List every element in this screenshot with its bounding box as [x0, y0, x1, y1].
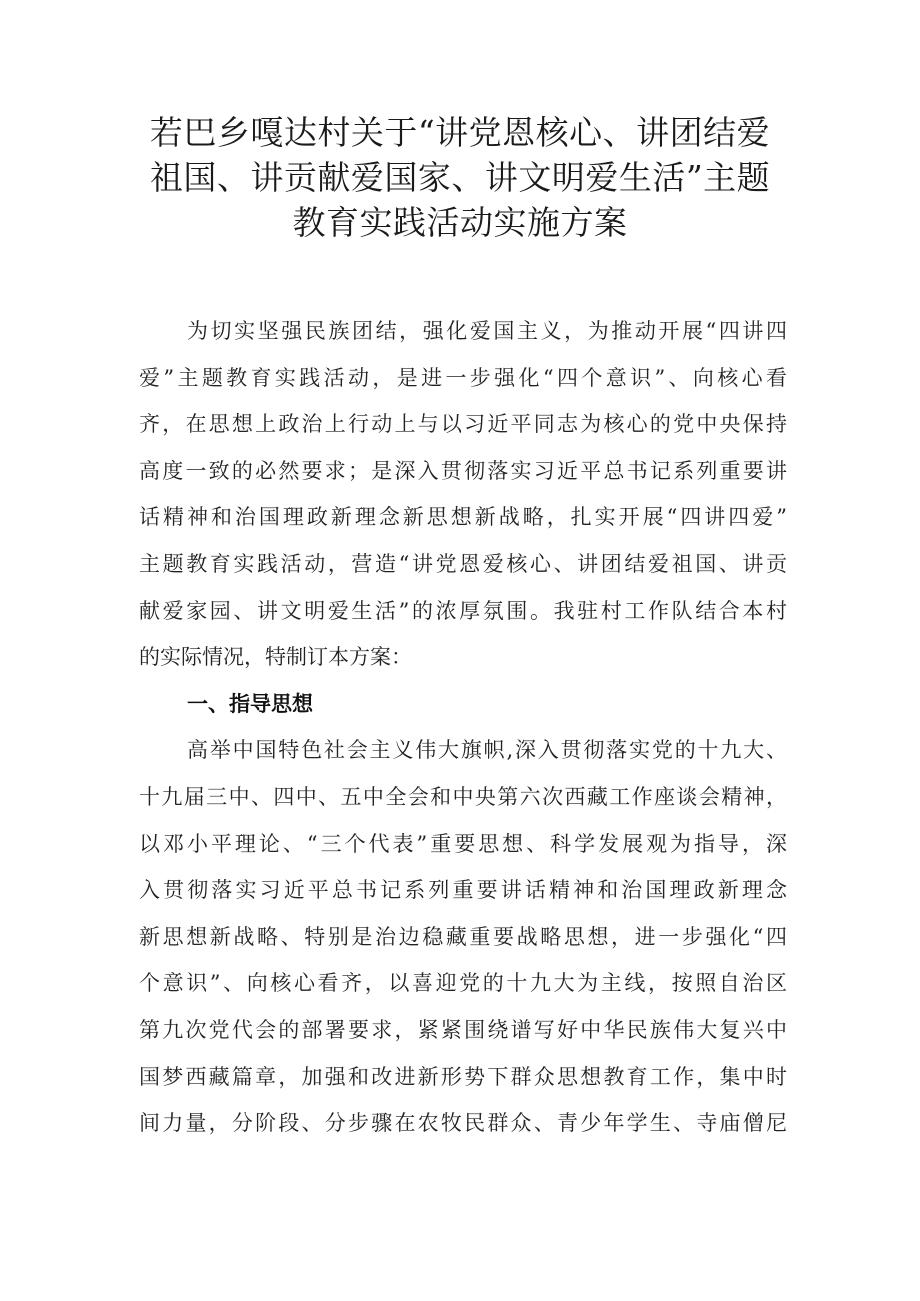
document-title — [120, 110, 800, 245]
paragraph-line: 入贯彻落实习近平总书记系列重要讲话精神和治国理政新理念 — [139, 878, 787, 903]
paragraph-line: 齐，在思想上政治上行动上与以习近平同志为核心的党中央保持 — [139, 412, 787, 437]
paragraph-line: 高度一致的必然要求；是深入贯彻落实习近平总书记系列重要讲 — [139, 458, 787, 483]
paragraph-line: 的实际情况，特制订本方案： — [139, 645, 412, 670]
paragraph-line: 话精神和治国理政新理念新思想新战略，扎实开展“四讲四爱” — [139, 505, 787, 530]
paragraph-line: 第九次党代会的部署要求，紧紧围绕谱写好中华民族伟大复兴中 — [139, 1017, 787, 1042]
paragraph-line: 高举中国特色社会主义伟大旗帜,深入贯彻落实党的十九大、 — [187, 738, 787, 763]
paragraph-line: 国梦西藏篇章，加强和改进新形势下群众思想教育工作，集中时 — [139, 1064, 787, 1089]
document-body — [139, 308, 787, 1147]
paragraph-line: 个意识”、向核心看齐，以喜迎党的十九大为主线，按照自治区 — [139, 971, 787, 996]
paragraph-line: 间力量，分阶段、分步骤在农牧民群众、青少年学生、寺庙僧尼 — [139, 1111, 787, 1136]
paragraph-line: 爱”主题教育实践活动，是进一步强化“四个意识”、向核心看 — [139, 365, 787, 390]
paragraph-line: 以邓小平理论、“三个代表”重要思想、科学发展观为指导，深 — [139, 831, 787, 856]
paragraph-line: 十九届三中、四中、五中全会和中央第六次西藏工作座谈会精神， — [139, 784, 787, 809]
guiding-thought-paragraph — [139, 727, 787, 1146]
paragraph-line: 新思想新战略、特别是治边稳藏重要战略思想，进一步强化“四 — [139, 924, 787, 949]
paragraph-line: 献爱家园、讲文明爱生活”的浓厚氛围。我驻村工作队结合本村 — [139, 598, 787, 623]
paragraph-line: 为切实坚强民族团结，强化爱国主义，为推动开展“四讲四 — [187, 319, 787, 343]
section-heading: 一、指导思想 — [187, 691, 313, 716]
paragraph-line: 主题教育实践活动，营造“讲党恩爱核心、讲团结爱祖国、讲贡 — [139, 551, 787, 576]
title-line-2: 祖国、讲贡献爱国家、讲文明爱生活”主题 — [149, 158, 771, 197]
title-line-3: 教育实践活动实施方案 — [292, 203, 628, 242]
intro-paragraph — [139, 308, 787, 681]
title-line-1: 若巴乡嘎达村关于“讲党恩核心、讲团结爱 — [149, 113, 771, 152]
